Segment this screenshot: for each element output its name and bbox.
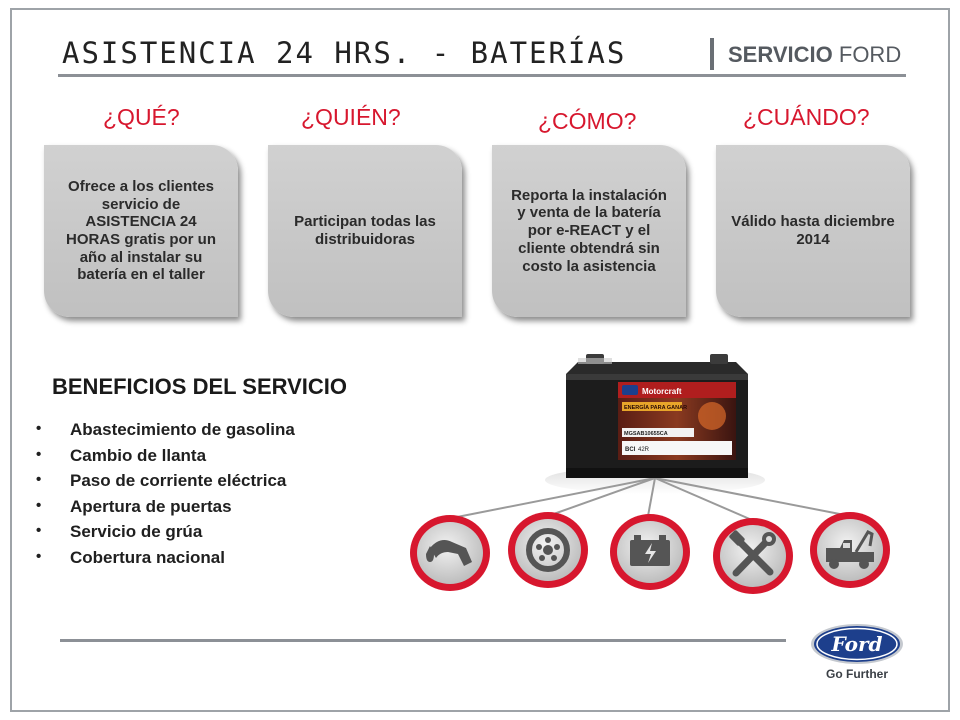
tools-icon bbox=[713, 518, 793, 594]
battery-icon bbox=[610, 514, 690, 590]
brand-light-text: FORD bbox=[838, 42, 902, 67]
benefit-item: • Cobertura nacional bbox=[36, 548, 295, 574]
card-que bbox=[44, 145, 238, 317]
battery-icon-illustration bbox=[566, 354, 748, 478]
heading-quien: ¿QUIÉN? bbox=[301, 104, 401, 130]
brand-bold-text: SERVICIO bbox=[728, 42, 833, 67]
heading-que: ¿QUÉ? bbox=[103, 104, 180, 130]
card-cuando bbox=[716, 145, 910, 317]
benefit-item: • Servicio de grúa bbox=[36, 522, 295, 548]
card-quien-text: Participan todas las distribuidoras bbox=[294, 213, 436, 248]
benefits-list bbox=[36, 420, 295, 573]
tagline: Go Further bbox=[826, 667, 888, 681]
fuel-nozzle-icon bbox=[410, 515, 490, 591]
battery-bci-value: 42R bbox=[638, 447, 650, 453]
card-como bbox=[492, 145, 686, 317]
benefit-item: • Paso de corriente eléctrica bbox=[36, 471, 295, 497]
ford-logo-text: Ford bbox=[831, 632, 883, 656]
brand-divider bbox=[710, 38, 714, 70]
benefit-item: • Apertura de puertas bbox=[36, 497, 295, 523]
card-como-text: Reporta la instalación y venta de la batería por e-REACT y el cliente obtendrá sin costo la asistencia bbox=[511, 186, 667, 275]
benefit-item: • Abastecimiento de gasolina bbox=[36, 420, 295, 446]
page-title: ASISTENCIA 24 HRS. - BATERÍAS bbox=[62, 36, 627, 70]
heading-como: ¿CÓMO? bbox=[538, 108, 637, 134]
tire-icon bbox=[508, 512, 588, 588]
battery-code-text: MGSAB10655CA bbox=[624, 431, 668, 437]
battery-strip-text: ENERGÍA PARA GANAR bbox=[624, 405, 688, 411]
benefits-title: BENEFICIOS DEL SERVICIO bbox=[52, 374, 348, 399]
servicio-ford-brand bbox=[728, 42, 901, 68]
card-quien bbox=[268, 145, 462, 317]
battery-brand-text: Motorcraft bbox=[642, 387, 682, 396]
benefit-item: • Cambio de llanta bbox=[36, 446, 295, 472]
footer-divider bbox=[60, 639, 786, 642]
card-cuando-text: Válido hasta diciembre 2014 bbox=[731, 213, 895, 248]
heading-cuando: ¿CUÁNDO? bbox=[743, 104, 870, 130]
tow-truck-icon bbox=[810, 512, 890, 588]
title-divider bbox=[58, 74, 906, 77]
battery-bci-label: BCI bbox=[625, 447, 636, 453]
battery-services-illustration bbox=[400, 340, 920, 610]
card-que-text: Ofrece a los clientes servicio de ASISTENCIA 24 HORAS gratis por un año al instalar su batería en el taller bbox=[65, 177, 216, 284]
